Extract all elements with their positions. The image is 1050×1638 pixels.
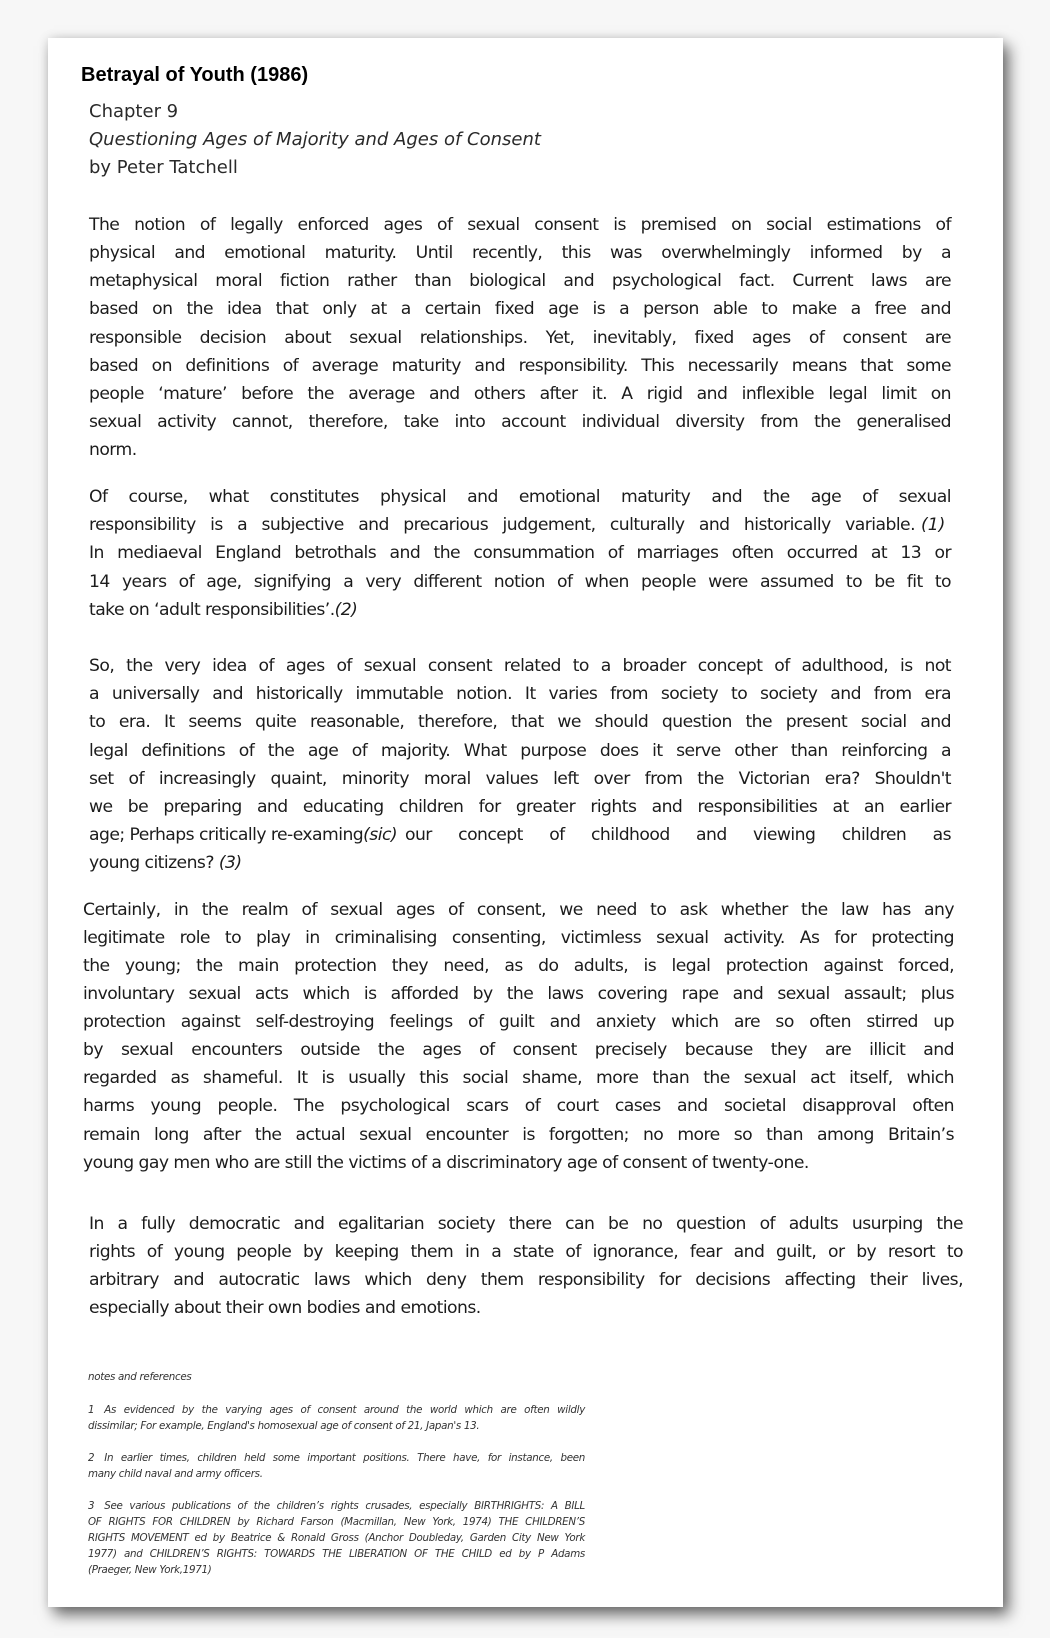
text-line: based on the idea that only at a certain fixed age is a person able to make a free and bbox=[89, 299, 951, 319]
text-line: to era. It seems quite reasonable, therefore, that we should question the present social and bbox=[89, 712, 951, 732]
text-line: So, the very idea of ages of sexual consent related to a broader concept of adulthood, is not bbox=[89, 656, 951, 676]
text-line: protection against self-destroying feelings of guilt and anxiety which are so often stirred up bbox=[83, 1012, 954, 1032]
footnote-ref-1[interactable]: (1) bbox=[921, 515, 946, 535]
text-line bbox=[89, 825, 951, 845]
text-line: we be preparing and educating children for greater rights and responsibilities at an earlier bbox=[89, 797, 951, 817]
text-line: norm. bbox=[89, 440, 137, 460]
text-line: by sexual encounters outside the ages of consent precisely because they are illicit and bbox=[83, 1040, 954, 1060]
note-line: OF RIGHTS FOR CHILDREN by Richard Farson (Macmillan, New York, 1974) THE CHILDREN’S bbox=[88, 1516, 585, 1528]
text-line: the young; the main protection they need, as do adults, is legal protection against forced, bbox=[83, 956, 954, 976]
text-line: people ‘mature’ before the average and others after it. A rigid and inflexible legal limit on bbox=[89, 384, 951, 404]
document-title: Betrayal of Youth (1986) bbox=[81, 64, 309, 86]
text-fragment: young citizens? bbox=[89, 853, 214, 873]
chapter-author: by Peter Tatchell bbox=[89, 157, 238, 178]
note-line: 1977) and CHILDREN’S RIGHTS: TOWARDS THE LIBERATION OF THE CHILD ed by P Adams bbox=[88, 1548, 585, 1560]
text-line: especially about their own bodies and emotions. bbox=[89, 1298, 481, 1318]
text-line: a universally and historically immutable notion. It varies from society to society and from era bbox=[89, 684, 951, 704]
note-line: 1 As evidenced by the varying ages of consent around the world which are often wildly bbox=[88, 1404, 585, 1416]
chapter-title: Questioning Ages of Majority and Ages of Consent bbox=[89, 129, 541, 150]
note-line: many child naval and army officers. bbox=[88, 1468, 263, 1480]
note-line: 3 See various publications of the children’s rights crusades, especially BIRTHRIGHTS: A BILL bbox=[88, 1500, 585, 1512]
text-line: 14 years of age, signifying a very different notion of when people were assumed to be fit to bbox=[89, 572, 951, 592]
text-line: metaphysical moral fiction rather than biological and psychological fact. Current laws are bbox=[89, 271, 951, 291]
text-line: harms young people. The psychological scars of court cases and societal disapproval often bbox=[83, 1096, 954, 1116]
note-line: dissimilar; For example, England's homosexual age of consent of 21, Japan's 13. bbox=[88, 1420, 480, 1432]
text-line: In mediaeval England betrothals and the consummation of marriages often occurred at 13 or bbox=[89, 543, 951, 563]
note-line: (Praeger, New York,1971) bbox=[88, 1564, 212, 1576]
text-line bbox=[89, 853, 242, 873]
text-line: based on definitions of average maturity and responsibility. This necessarily means that some bbox=[89, 356, 951, 376]
text-line: legal definitions of the age of majority. What purpose does it serve other than reinforcing a bbox=[89, 741, 951, 761]
text-line: regarded as shameful. It is usually this social shame, more than the sexual act itself, which bbox=[83, 1068, 954, 1088]
footnote-ref-2[interactable]: (2) bbox=[334, 600, 358, 620]
text-line: involuntary sexual acts which is afforded by the laws covering rape and sexual assault; plus bbox=[83, 984, 954, 1004]
note-line: 2 In earlier times, children held some important positions. There have, for instance, been bbox=[88, 1452, 585, 1464]
text-line: responsibility is a subjective and precarious judgement, culturally and historically variable. bbox=[89, 515, 915, 535]
text-line: rights of young people by keeping them in a state of ignorance, fear and guilt, or by resort to bbox=[89, 1242, 963, 1262]
text-line bbox=[89, 600, 357, 620]
text-line: In a fully democratic and egalitarian society there can be no question of adults usurping the bbox=[89, 1214, 963, 1234]
notes-heading: notes and references bbox=[88, 1371, 192, 1383]
note-line: RIGHTS MOVEMENT ed by Beatrice & Ronald Gross (Anchor Doubleday, Garden City New York bbox=[88, 1532, 585, 1544]
chapter-number: Chapter 9 bbox=[89, 101, 179, 122]
text-line: remain long after the actual sexual encounter is forgotten; no more so than among Britain’s bbox=[83, 1125, 954, 1145]
text-line: set of increasingly quaint, minority moral values left over from the Victorian era? Shouldn't bbox=[89, 769, 951, 789]
text-fragment: take on ‘adult responsibilities’. bbox=[89, 600, 335, 620]
text-line: Certainly, in the realm of sexual ages of consent, we need to ask whether the law has any bbox=[83, 900, 954, 920]
text-line: The notion of legally enforced ages of sexual consent is premised on social estimations of bbox=[89, 215, 951, 235]
footnote-ref-3[interactable]: (3) bbox=[218, 853, 242, 873]
text-line: young gay men who are still the victims of a discriminatory age of consent of twenty-one. bbox=[83, 1153, 809, 1173]
text-line: arbitrary and autocratic laws which deny them responsibility for decisions affecting their lives, bbox=[89, 1270, 963, 1290]
text-line: responsible decision about sexual relationships. Yet, inevitably, fixed ages of consent are bbox=[89, 328, 951, 348]
text-line: sexual activity cannot, therefore, take into account individual diversity from the generalised bbox=[89, 412, 951, 432]
sic-marker: (sic) bbox=[363, 825, 397, 845]
text-line: legitimate role to play in criminalising consenting, victimless sexual activity. As for protecting bbox=[83, 928, 954, 948]
text-fragment: our concept of childhood and viewing children as bbox=[405, 825, 951, 845]
text-line: physical and emotional maturity. Until recently, this was overwhelmingly informed by a bbox=[89, 243, 951, 263]
text-fragment: age; Perhaps critically re-examing bbox=[89, 825, 364, 845]
text-line: Of course, what constitutes physical and emotional maturity and the age of sexual bbox=[89, 487, 951, 507]
